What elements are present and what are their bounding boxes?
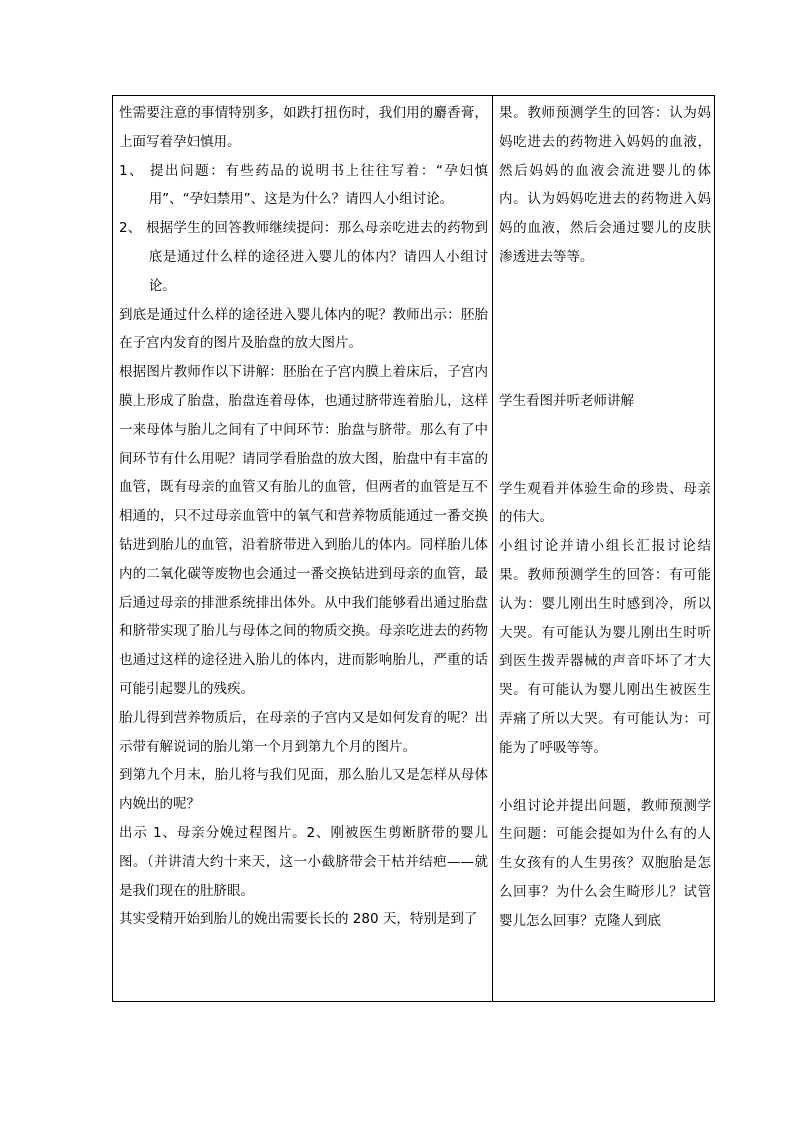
paragraph: 性需要注意的事情特别多，如跌打扭伤时，我们用的麝香膏，上面写着孕妇慎用。 <box>119 105 488 150</box>
student-response: 果。教师预测学生的回答：认为妈妈吃进去的药物进入妈妈的血液，然后妈妈的血液会流进婴儿的体内。认为妈妈吃进去的药物进入妈妈的血液，然后会通过婴儿的皮肤渗透进去等等。 <box>499 105 711 265</box>
column-divider <box>492 96 493 1001</box>
student-response: 学生观看并体验生命的珍贵、母亲的伟大。 <box>499 480 711 526</box>
paragraph: 胎儿得到营养物质后，在母亲的子宫内又是如何发育的呢？出示带有解说词的胎儿第一个月到第九个月的图片。 <box>119 709 488 755</box>
student-response: 小组讨论并提出问题，教师预测学生问题：可能会提如为什么有的人生女孩有的人生男孩？双胞胎是怎么回事？为什么会生畸形儿？试管婴儿怎么回事？克隆人到底 <box>499 797 711 929</box>
teacher-activity-column <box>119 99 488 934</box>
student-activity-column <box>499 99 711 936</box>
numbered-item-2: 2、 根据学生的回答教师继续提问：那么母亲吃进去的药物到底是通过什么样的途径进入婴儿的体内？请四人小组讨论。 <box>119 220 488 294</box>
student-response: 学生看图并听老师讲解 <box>499 392 634 409</box>
paragraph: 根据图片教师作以下讲解：胚胎在子宫内膜上着床后，子宫内膜上形成了胎盘，胎盘连着母体，也通过脐带连着胎儿，这样一来母体与胎儿之间有了中间环节：胎盘与脐带。那么有了中间环节有什么用呢？请同学看胎盘的放大图，胎盘中有丰富的血管，既有母亲的血管又有胎儿的血管，但两者的血管是互不相通的，只不过母亲血管中的氧气和营养物质能通过一番交换钻进到胎儿的血管，沿着脐带进入到胎儿的体内。同样胎儿体内的二氧化碳等废物也会通过一番交换钻进到母亲的血管，最后通过母亲的排泄系统排出体外。从中我们能够看出通过胎盘和脐带实现了胎儿与母体之间的物质交换。母亲吃进去的药物也通过这样的途径进入胎儿的体内，进而影响胎儿，严重的话可能引起婴儿的残疾。 <box>119 364 488 697</box>
numbered-item-1: 1、 提出问题：有些药品的说明书上往往写着：“孕妇慎用”、“孕妇禁用”、这是为什么？请四人小组讨论。 <box>119 162 488 208</box>
paragraph: 到第九个月末，胎儿将与我们见面，那么胎儿又是怎样从母体内娩出的呢？ <box>119 767 488 813</box>
student-response: 小组讨论并请小组长汇报讨论结果。教师预测学生的回答：有可能认为：婴儿刚出生时感到冷，所以大哭。有可能认为婴儿刚出生时听到医生拨弄器械的声音吓坏了才大哭。有可能认为婴儿刚出生被医生弄痛了所以大哭。有可能认为：可能为了呼吸等等。 <box>499 538 711 756</box>
paragraph: 出示 1、母亲分娩过程图片。2、刚被医生剪断脐带的婴儿图。（并讲清大约十来天，这一小截脐带会干枯并结疤——就是我们现在的肚脐眼。 <box>119 824 488 899</box>
lesson-plan-table <box>112 95 715 1002</box>
paragraph: 到底是通过什么样的途径进入婴儿体内的呢？教师出示：胚胎在子宫内发育的图片及胎盘的放大图片。 <box>119 306 488 352</box>
paragraph: 其实受精开始到胎儿的娩出需要长长的 280 天，特别是到了 <box>119 911 478 928</box>
